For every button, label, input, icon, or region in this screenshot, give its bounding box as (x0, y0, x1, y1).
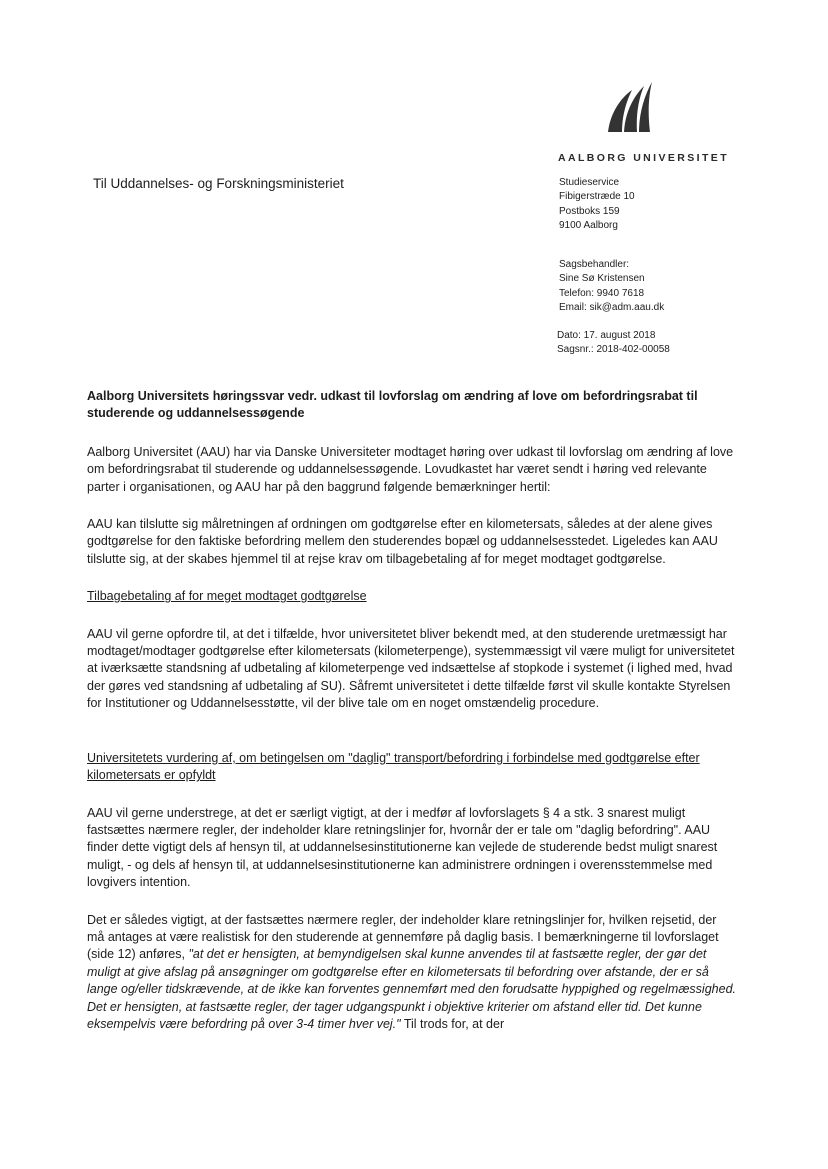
paragraph: AAU vil gerne understrege, at det er særligt vigtigt, at der i medfør af lovforslagets § 4 a stk. 3 snarest muligt fastsættes nærmere regler, der indeholder klare retningslinjer for, hvornår der er tale om "daglig befordring". AAU finder dette vigtigt dels af hensyn til, at uddannelsesinstitutionerne kan vejlede de studerende bedst muligt snarest muligt, - og dels af hensyn til, at uddannelsesinstitutionerne kan administrere ordningen i overensstemmelse med lovgivers intention. (87, 805, 718, 890)
caseworker-line: Sagsbehandler: (559, 259, 630, 270)
section-heading: Universitetets vurdering af, om betingelsen om "daglig" transport/befordring i forbindelse med godtgørelse efter kilometersats er opfyldt (87, 750, 700, 783)
sender-line: 9100 Aalborg (559, 219, 618, 231)
date-line: Dato: 17. august 2018 (557, 330, 656, 341)
paragraph: AAU kan tilslutte sig målretningen af ordningen om godtgørelse efter en kilometersats, således at der alene gives godtgørelse for den faktiske befordring mellem den studerendes bopæl og uddannelsesstedet. Ligeledes kan AAU tilslutte sig, at der skabes hjemmel til at rejse krav om tilbagebetaling af for meget modtaget godtgørelse. (87, 517, 718, 566)
paragraph-text: Til trods for, at der (400, 1016, 505, 1031)
quote: "at det er hensigten, at bemyndigelsen skal kunne anvendes til at fastsætte regler, der gør det muligt at give afslag på ansøgninger om godtgørelse efter en kilometersats til befordring over afstande, der er så lange og/eller tidskrævende, at de ikke kan forventes gennemført med den forudsatte hyppighed og regelmæssighed. Det er hensigten, at fastsætte regler, der tager udgangspunkt i objektive kriterier om afstand eller tid. Det kunne eksempelvis være befordring på over 3-4 timer hver vej." (87, 947, 736, 1031)
aau-logo-mark (606, 76, 652, 132)
sender-line: Postboks 159 (559, 205, 620, 217)
caseworker-block (559, 258, 664, 315)
letter-body (87, 388, 737, 1053)
section-heading: Tilbagebetaling af for meget modtaget godtgørelse (87, 589, 367, 604)
date-case-block (557, 329, 670, 358)
sender-line: Fibigerstræde 10 (559, 191, 635, 203)
recipient-line: Til Uddannelses- og Forskningsministeriet (93, 176, 344, 191)
caseworker-line: Sine Sø Kristensen (559, 273, 645, 285)
caseworker-line: Email: sik@adm.aau.dk (559, 301, 665, 313)
case-number-line: Sagsnr.: 2018-402-00058 (557, 344, 670, 356)
sender-line: Studieservice (559, 177, 620, 188)
university-name: AALBORG UNIVERSITET (558, 152, 730, 164)
paragraph: AAU vil gerne opfordre til, at det i tilfælde, hvor universitetet bliver bekendt med, at den studerende uretmæssigt har modtaget/modtager godtgørelse efter kilometersats (kilometerpenge), systemmæssigt vil være muligt for universitetet at iværksætte standsning af udbetaling af kilometerpenge ved indsættelse af stopkode i systemet (i lighed med, hvad der gøres ved standsning af udbetaling af SU). Såfremt universitetet i dette tilfælde først vil skulle kontakte Styrelsen for Institutioner og Uddannelsesstøtte, vil der blive tale om en noget omstændelig procedure. (87, 626, 735, 711)
sender-address (559, 176, 635, 233)
paragraph (87, 912, 737, 1034)
paragraph: Aalborg Universitet (AAU) har via Danske Universiteter modtaget høring over udkast til lovforslag om ændring af love om befordringsrabat til studerende og uddannelsessøgende. Lovudkastet har været sendt i høring ved relevante parter i organisationen, og AAU har på den baggrund følgende bemærkninger hertil: (87, 444, 734, 494)
paragraph-text: Det er således vigtigt, at der fastsættes nærmere regler, der indeholder klare retningslinjer for, hvilken rejsetid, der må antages at være realistisk for den studerende at gennemføre på daglig basis. I bemærkningerne til lovforslaget (side 12) anføres, (87, 912, 719, 962)
caseworker-line: Telefon: 9940 7618 (559, 287, 645, 299)
letter-title: Aalborg Universitets høringssvar vedr. udkast til lovforslag om ændring af love om befordringsrabat til studerende og uddannelsessøgende (87, 389, 698, 421)
